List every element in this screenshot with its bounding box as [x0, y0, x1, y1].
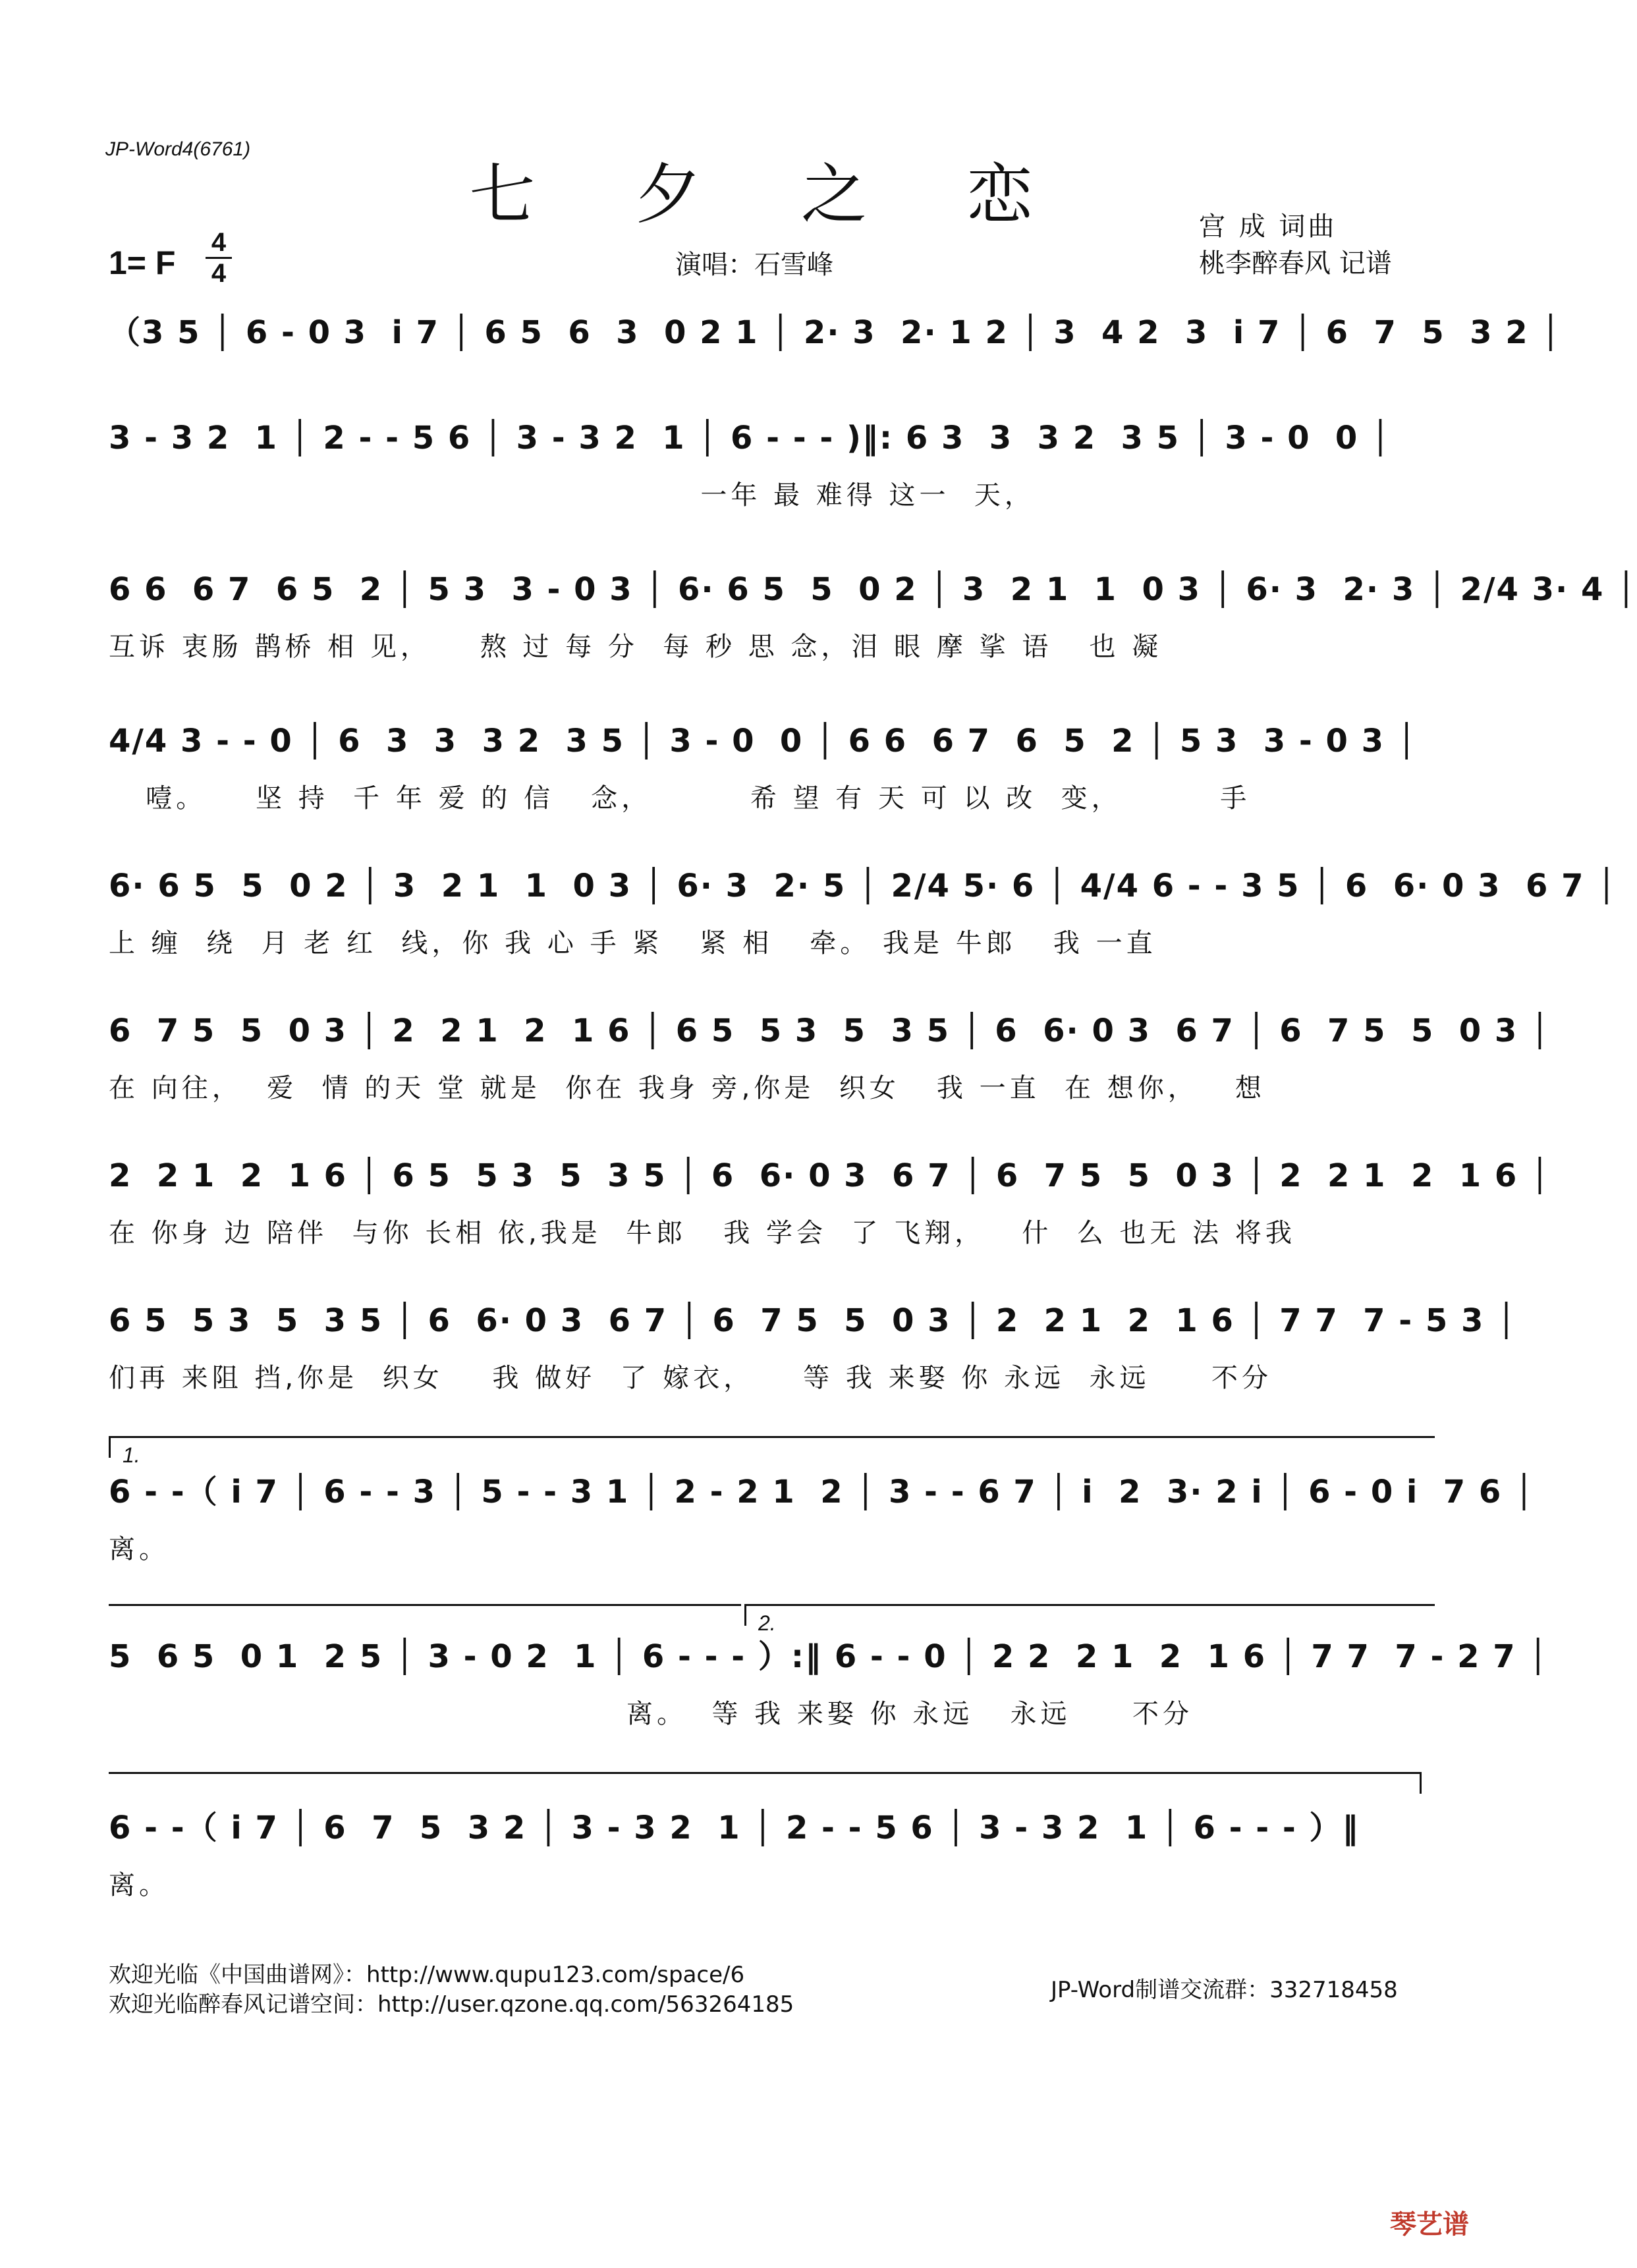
notation-line: （3 5 │ 6 - 0 3 i 7 │ 6 5 6 3 0 2 1 │ 2· 3 2· 1 2 │ 3 4 2 3 i 7 │ 6 7 5 3 2 │ [109, 314, 1562, 351]
transcriber-credit: 桃李醉春风 记谱 [1199, 248, 1392, 279]
key-signature: 1= F [109, 244, 176, 281]
software-label: JP-Word4(6761) [105, 138, 251, 160]
singer-credit: 演唱：石雪峰 [675, 250, 833, 280]
lyrics-line: 上 缠 绕 月 老 红 线，你 我 心 手 紧 紧 相 牵。 我是 牛郎 我 一直 [109, 928, 1157, 958]
lyrics-line: 互诉 衷肠 鹊桥 相 见， 熬 过 每 分 每 秒 思 念，泪 眼 摩 挲 语 也 凝 [109, 632, 1163, 662]
second-ending-label: 2. [758, 1611, 776, 1635]
time-signature-top: 4 [211, 228, 227, 257]
notation-line: 6 6 6 7 6 5 2 │ 5 3 3 - 0 3 │ 6· 6 5 5 0 2 │ 3 2 1 1 0 3 │ 6· 3 2· 3 │ 2/4 3· 4 │ [109, 571, 1637, 608]
notation-line: 2 2 1 2 1 6 │ 6 5 5 3 5 3 5 │ 6 6· 0 3 6 7 │ 6 7 5 5 0 3 │ 2 2 1 2 1 6 │ [109, 1157, 1551, 1194]
lyrics-line: 噎。 坚 持 千 年 爱 的 信 念， 希 望 有 天 可 以 改 变， 手 [109, 783, 1251, 814]
lyrics-line: 一年 最 难得 这一 天， [109, 480, 1035, 511]
footer-website-1: 欢迎光临《中国曲谱网》：http://www.qupu123.com/space/6 [109, 1962, 745, 1988]
lyrics-line: 离。 [109, 1870, 169, 1900]
notation-line: 6 7 5 5 0 3 │ 2 2 1 2 1 6 │ 6 5 5 3 5 3 5 │ 6 6· 0 3 6 7 │ 6 7 5 5 0 3 │ [109, 1012, 1551, 1049]
first-ending-continuation [109, 1604, 741, 1626]
notation-line: 6 - -（ i 7 │ 6 7 5 3 2 │ 3 - 3 2 1 │ 2 - - 5 6 │ 3 - 3 2 1 │ 6 - - - ）‖ [109, 1810, 1360, 1846]
first-ending-label: 1. [123, 1443, 140, 1467]
notation-line: 6· 6 5 5 0 2 │ 3 2 1 1 0 3 │ 6· 3 2· 5 │ 2/4 5· 6 │ 4/4 6 - - 3 5 │ 6 6· 0 3 6 7 │ [109, 868, 1618, 904]
lyrics-line: 离。 [109, 1534, 169, 1564]
second-ending-bracket [744, 1604, 1435, 1635]
second-ending-continuation [109, 1772, 1422, 1794]
footer-group-info: JP-Word制谱交流群：332718458 [1051, 1977, 1398, 2003]
lyrics-line: 们再 来阻 挡,你是 织女 我 做好 了 嫁衣， 等 我 来娶 你 永远 永远 不分 [109, 1363, 1273, 1393]
notation-line: 6 5 5 3 5 3 5 │ 6 6· 0 3 6 7 │ 6 7 5 5 0 3 │ 2 2 1 2 1 6 │ 7 7 7 - 5 3 │ [109, 1302, 1518, 1339]
notation-line: 4/4 3 - - 0 │ 6 3 3 3 2 3 5 │ 3 - 0 0 │ 6 6 6 7 6 5 2 │ 5 3 3 - 0 3 │ [109, 723, 1418, 760]
lyrics-line: 在 向往， 爱 情 的天 堂 就是 你在 我身 旁,你是 织女 我 一直 在 想你， 想 [109, 1073, 1265, 1103]
lyrics-line: 在 你身 边 陪伴 与你 长相 依,我是 牛郎 我 学会 了 飞翔， 什 么 也无 法 将我 [109, 1218, 1296, 1248]
footer-website-2: 欢迎光临醉春风记谱空间：http://user.qzone.qq.com/563264185 [109, 1991, 794, 2018]
lyrics-line [109, 369, 1433, 408]
first-ending-bracket [109, 1436, 1435, 1467]
lyrics-line: 离。 等 我 来娶 你 永远 永远 不分 [109, 1699, 1194, 1729]
site-logo: 琴艺谱 [1390, 2209, 1469, 2240]
notation-line: 3 - 3 2 1 │ 2 - - 5 6 │ 3 - 3 2 1 │ 6 - - - )‖: 6 3 3 3 2 3 5 │ 3 - 0 0 │ [109, 420, 1391, 456]
composer-credit: 宫 成 词曲 [1199, 211, 1337, 242]
time-signature-bottom: 4 [211, 259, 227, 288]
time-signature [206, 229, 232, 287]
notation-line: 5 6 5 0 1 2 5 │ 3 - 0 2 1 │ 6 - - - ）:‖ 6 - - 0 │ 2 2 2 1 2 1 6 │ 7 7 7 - 2 7 │ [109, 1638, 1549, 1675]
notation-line: 6 - -（ i 7 │ 6 - - 3 │ 5 - - 3 1 │ 2 - 2 1 2 │ 3 - - 6 7 │ i 2 3· 2 i │ 6 - 0 i 7 6 │ [109, 1474, 1535, 1510]
page-title: 七 夕 之 恋 [469, 156, 1072, 233]
